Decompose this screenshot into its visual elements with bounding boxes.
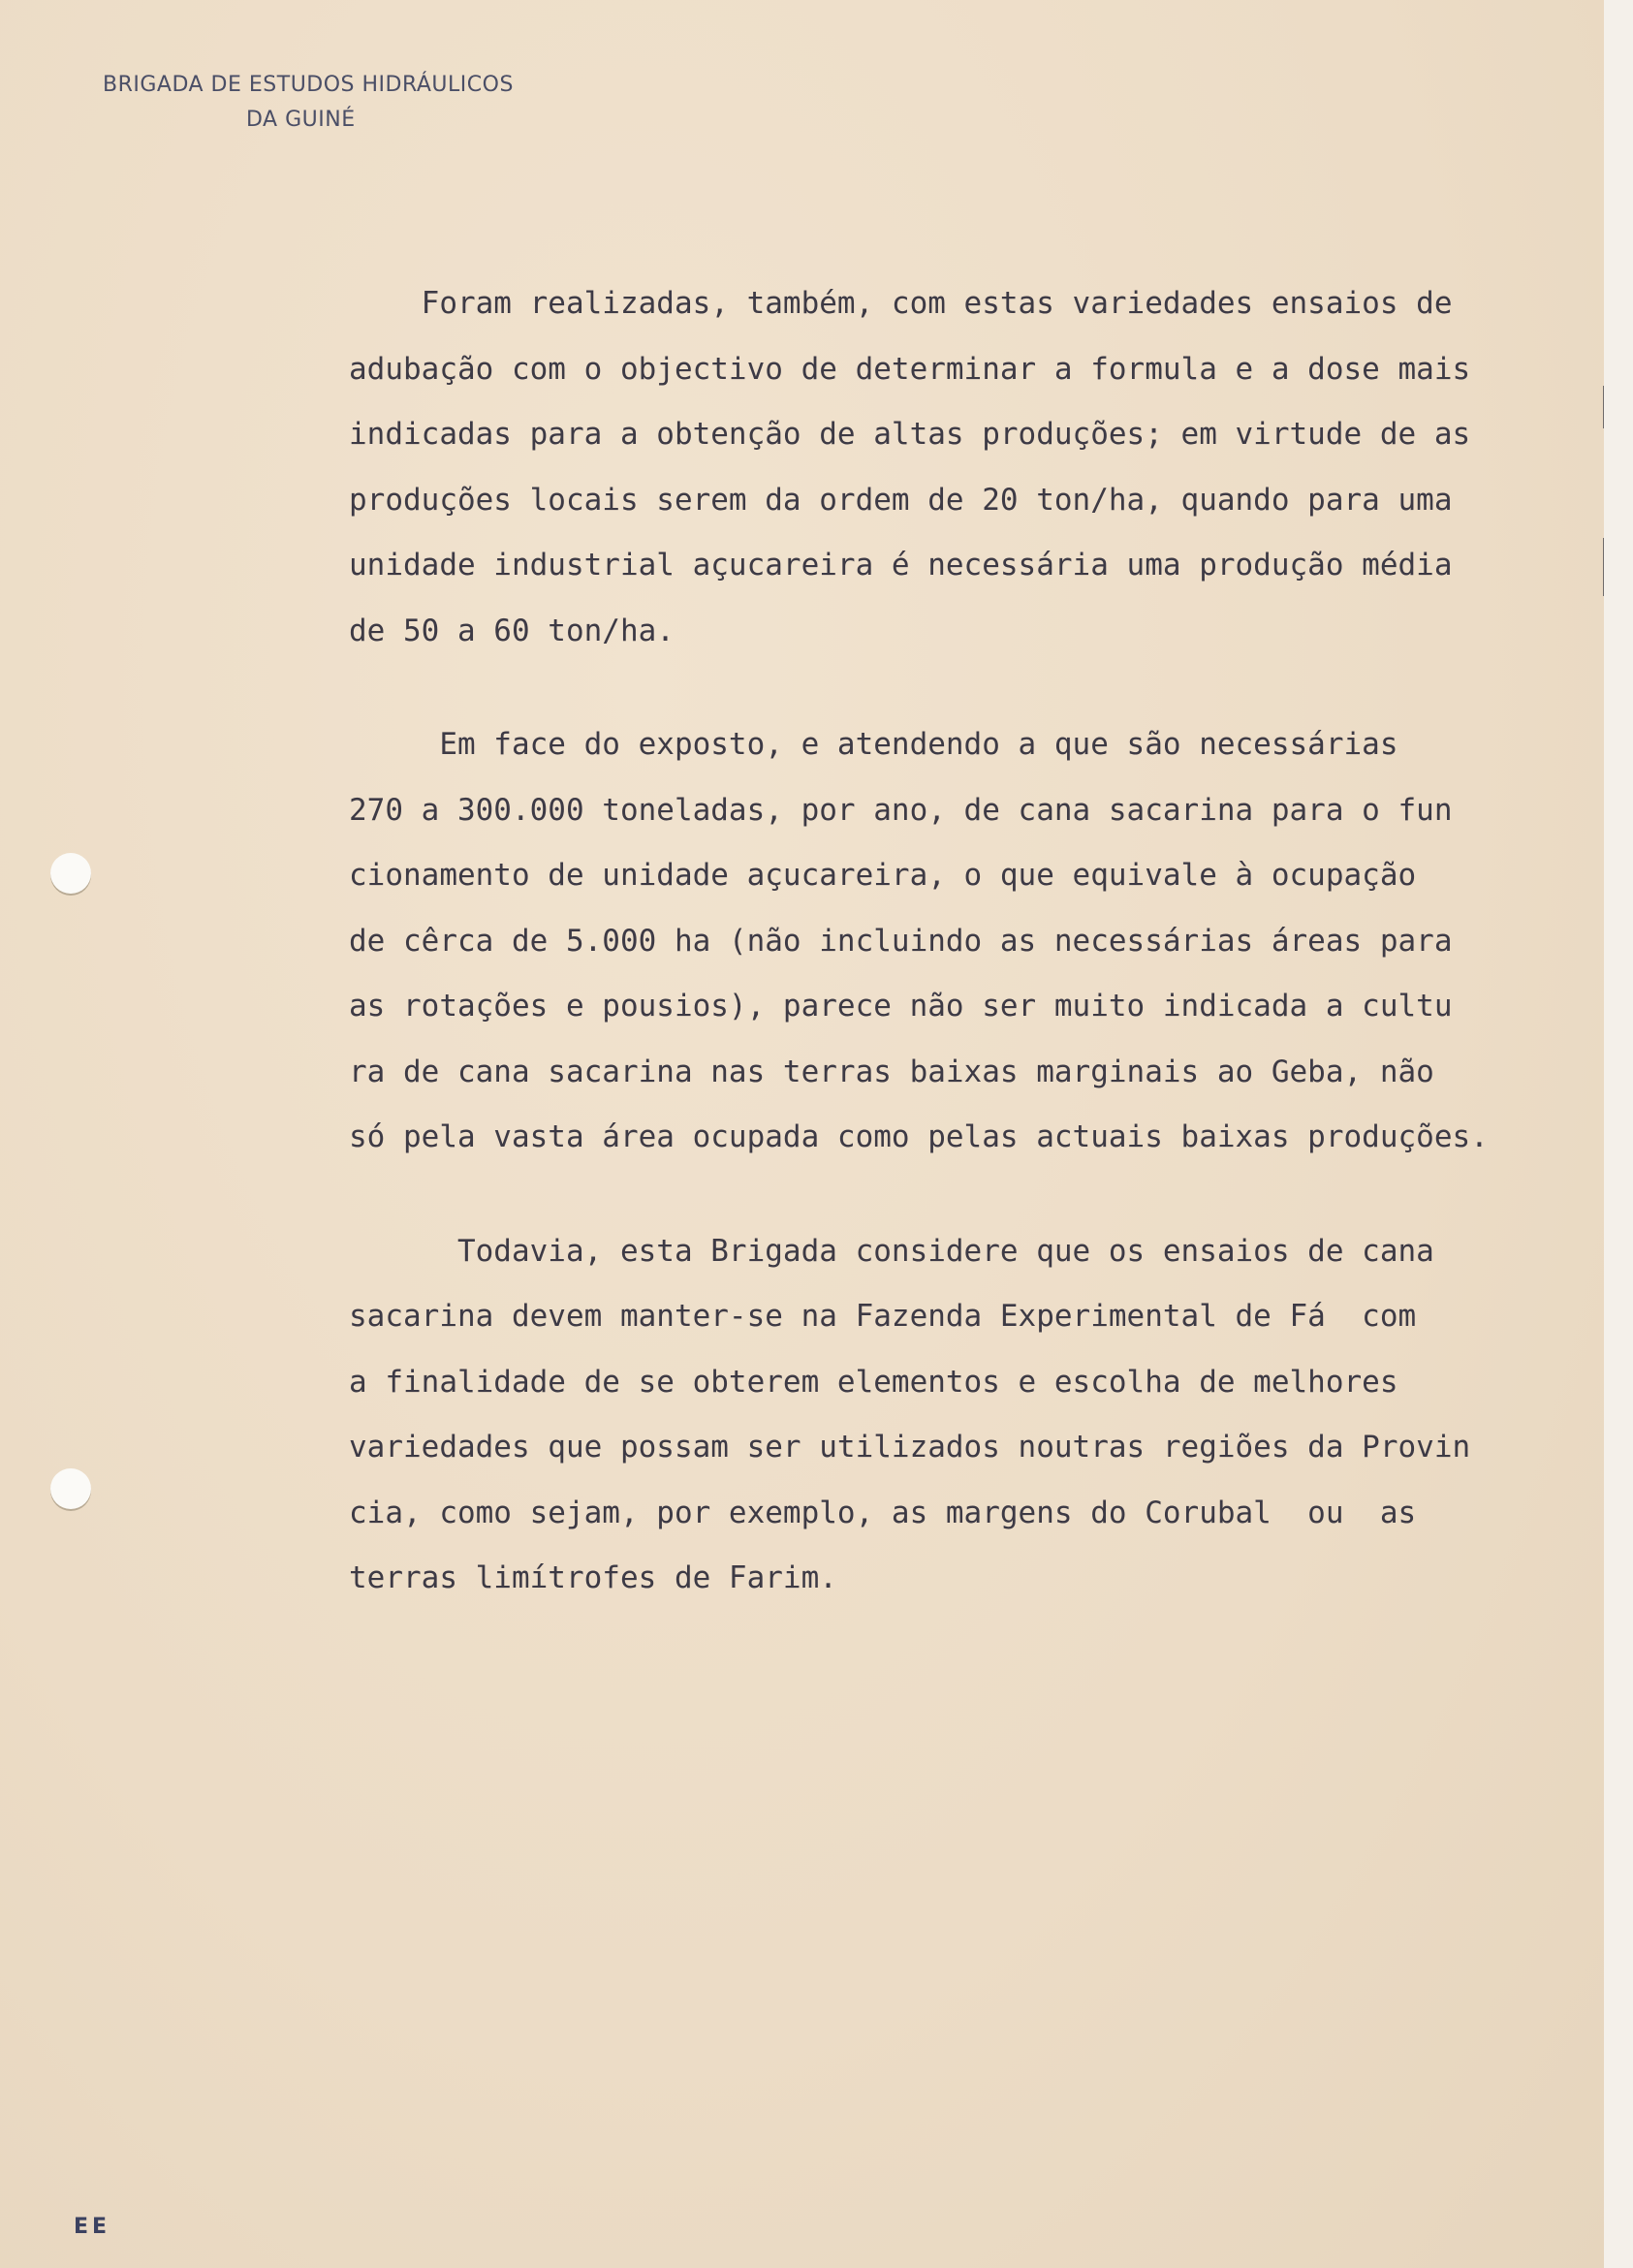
text-line: de cêrca de 5.000 ha (não incluindo as necessárias áreas para	[349, 923, 1453, 959]
paragraph-1	[349, 271, 1560, 664]
text-line: Em face do exposto, e atendendo a que são necessárias	[349, 727, 1398, 762]
text-line: indicadas para a obtenção de altas produções; em virtude de as	[349, 417, 1471, 452]
page-edge	[1604, 0, 1633, 2268]
text-line: de 50 a 60 ton/ha.	[349, 613, 675, 648]
punch-hole-top	[50, 853, 91, 894]
text-line: terras limítrofes de Farim.	[349, 1560, 837, 1595]
text-line: cionamento de unidade açucareira, o que equivale à ocupação	[349, 858, 1417, 893]
text-line: 270 a 300.000 toneladas, por ano, de cana sacarina para o fun	[349, 792, 1453, 828]
footer-mark: EE	[74, 2215, 111, 2239]
paragraph-2	[349, 712, 1560, 1171]
text-line: adubação com o objectivo de determinar a formula e a dose mais	[349, 351, 1471, 387]
letterhead	[103, 68, 514, 138]
text-line: ra de cana sacarina nas terras baixas marginais ao Geba, não	[349, 1054, 1434, 1089]
text-line: variedades que possam ser utilizados noutras regiões da Provin	[349, 1430, 1471, 1465]
text-line: a finalidade de se obterem elementos e escolha de melhores	[349, 1364, 1398, 1400]
text-line: só pela vasta área ocupada como pelas actuais baixas produções.	[349, 1119, 1489, 1154]
text-line: as rotações e pousios), parece não ser muito indicada a cultu	[349, 989, 1453, 1024]
document-body	[349, 271, 1560, 1612]
paragraph-3	[349, 1219, 1560, 1612]
punch-hole-bottom	[50, 1468, 91, 1509]
letterhead-line-1: BRIGADA DE ESTUDOS HIDRÁULICOS	[103, 73, 514, 97]
text-line: sacarina devem manter-se na Fazenda Experimental de Fá com	[349, 1299, 1417, 1334]
text-line: produções locais serem da ordem de 20 ton/ha, quando para uma	[349, 482, 1453, 518]
letterhead-line-2: DA GUINÉ	[246, 108, 356, 132]
text-line: Todavia, esta Brigada considere que os ensaios de cana	[349, 1233, 1434, 1269]
text-line: cia, como sejam, por exemplo, as margens do Corubal ou as	[349, 1495, 1417, 1530]
text-line: Foram realizadas, também, com estas variedades ensaios de	[349, 286, 1453, 321]
text-line: unidade industrial açucareira é necessária uma produção média	[349, 548, 1453, 583]
